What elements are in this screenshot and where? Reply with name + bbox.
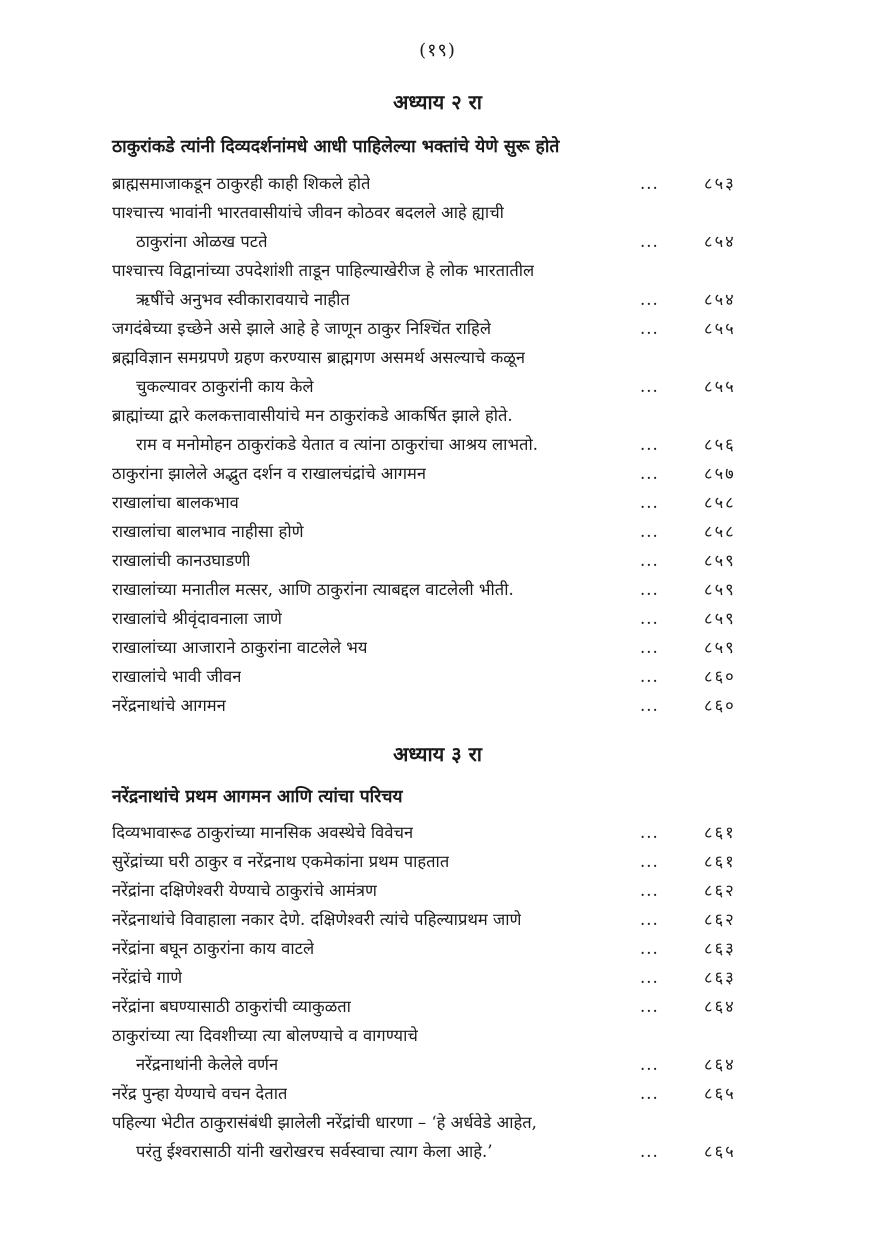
toc-entry-page-number: ८५५ bbox=[704, 319, 736, 338]
toc-entry-line bbox=[112, 401, 762, 430]
toc-entry bbox=[112, 1079, 762, 1108]
toc-entry-line bbox=[112, 934, 762, 963]
toc-entry-line bbox=[112, 691, 762, 720]
toc-entry-leader-dots: ... bbox=[640, 174, 659, 193]
toc-entry-title: नरेंद्रांना बघण्यासाठी ठाकुरांची व्याकुळता bbox=[112, 997, 351, 1016]
toc-entry-title: ब्रह्मविज्ञान समग्रपणे ग्रहण करण्यास ब्राह्मगण असमर्थ असल्याचे कळून bbox=[112, 348, 525, 367]
toc-entry-title: राखालांच्या आजाराने ठाकुरांना वाटलेले भय bbox=[112, 638, 368, 657]
toc-entry-title: ब्राह्मांच्या द्वारे कलकत्तावासीयांचे मन ठाकुरांकडे आकर्षित झाले होते. bbox=[112, 406, 513, 425]
toc-entry-title: परंतु ईश्वरासाठी यांनी खरोखरच सर्वस्वाचा त्याग केला आहे.’ bbox=[136, 1142, 493, 1161]
toc-entry-title: ठाकुरांना ओळख पटते bbox=[136, 232, 268, 251]
toc-entry-page-number: ८५४ bbox=[704, 232, 736, 251]
toc-entry-line bbox=[112, 992, 762, 1021]
toc-entry-leader-dots: ... bbox=[640, 939, 659, 958]
toc-entry-title: ऋषींचे अनुभव स्वीकारावयाचे नाहीत bbox=[136, 290, 350, 309]
toc-entry bbox=[112, 546, 762, 575]
toc-entry-line bbox=[112, 847, 762, 876]
toc-entry-title: नरेंद्रांचे गाणे bbox=[112, 968, 183, 987]
toc-entry-continuation-line bbox=[112, 1050, 762, 1079]
toc-entry bbox=[112, 963, 762, 992]
toc-entry-title: पाश्चात्त्य भावांनी भारतवासीयांचे जीवन कोठवर बदलले आहे ह्याची bbox=[112, 203, 504, 222]
toc-entry-line bbox=[112, 575, 762, 604]
toc-entry bbox=[112, 256, 762, 314]
toc-entry-continuation-line bbox=[112, 1137, 762, 1166]
toc-entry-line bbox=[112, 1108, 762, 1137]
toc-entry-page-number: ८६१ bbox=[704, 852, 736, 871]
section-title-2: ठाकुरांकडे त्यांनी दिव्यदर्शनांमधे आधी पाहिलेल्या भक्तांचे येणे सुरू होते bbox=[112, 137, 560, 157]
toc-entry-leader-dots: ... bbox=[640, 377, 659, 396]
toc-entry-page-number: ८५८ bbox=[704, 493, 736, 512]
toc-entry-line bbox=[112, 662, 762, 691]
toc-entry bbox=[112, 198, 762, 256]
chapter-heading-3: अध्याय ३ रा bbox=[393, 742, 482, 766]
toc-entry-leader-dots: ... bbox=[640, 232, 659, 251]
toc-entry bbox=[112, 604, 762, 633]
toc-entry-line bbox=[112, 963, 762, 992]
toc-entry-leader-dots: ... bbox=[640, 609, 659, 628]
toc-entry-page-number: ८६४ bbox=[704, 1055, 736, 1074]
toc-entry-page-number: ८६२ bbox=[704, 881, 736, 900]
toc-entry bbox=[112, 343, 762, 401]
toc-entry-leader-dots: ... bbox=[640, 696, 659, 715]
toc-entry-title: नरेंद्रनाथांनी केलेले वर्णन bbox=[136, 1055, 279, 1074]
toc-entry-line bbox=[112, 517, 762, 546]
toc-entry-title: राखालांचा बालभाव नाहीसा होणे bbox=[112, 522, 304, 541]
toc-entry-page-number: ८५४ bbox=[704, 290, 736, 309]
toc-entry-title: दिव्यभावारूढ ठाकुरांच्या मानसिक अवस्थेचे विवेचन bbox=[112, 823, 414, 842]
toc-entry bbox=[112, 459, 762, 488]
toc-entry-title: जगदंबेच्या इच्छेने असे झाले आहे हे जाणून ठाकुर निश्चिंत राहिले bbox=[112, 319, 492, 338]
toc-entry-line bbox=[112, 876, 762, 905]
toc-entry-page-number: ८५३ bbox=[704, 174, 736, 193]
toc-entry-title: चुकल्यावर ठाकुरांनी काय केले bbox=[136, 377, 314, 396]
toc-entry-title: नरेंद्र पुन्हा येण्याचे वचन देतात bbox=[112, 1084, 288, 1103]
toc-entry-page-number: ८५८ bbox=[704, 522, 736, 541]
toc-entry-line bbox=[112, 546, 762, 575]
toc-entries-chapter-2 bbox=[112, 169, 762, 720]
toc-entry-page-number: ८५९ bbox=[704, 638, 736, 657]
toc-entry-page-number: ८५९ bbox=[704, 580, 736, 599]
toc-entry-page-number: ८६३ bbox=[704, 968, 736, 987]
toc-entry-page-number: ८६५ bbox=[704, 1142, 736, 1161]
toc-entry-line bbox=[112, 314, 762, 343]
toc-entry bbox=[112, 934, 762, 963]
toc-entry-line bbox=[112, 604, 762, 633]
toc-entry-page-number: ८६५ bbox=[704, 1084, 736, 1103]
toc-entry-continuation-line bbox=[112, 430, 762, 459]
toc-entry-page-number: ८५९ bbox=[704, 551, 736, 570]
chapter-heading-2: अध्याय २ रा bbox=[393, 90, 482, 114]
toc-entry-leader-dots: ... bbox=[640, 638, 659, 657]
toc-entry-title: ठाकुरांच्या त्या दिवशीच्या त्या बोलण्याचे व वागण्याचे bbox=[112, 1026, 418, 1045]
toc-entry-title: पहिल्या भेटीत ठाकुरासंबंधी झालेली नरेंद्रांची धारणा – ‘हे अर्धवेडे आहेत, bbox=[112, 1113, 537, 1132]
toc-entry-page-number: ८५७ bbox=[704, 464, 736, 483]
toc-entry-title: राखालांचा बालकभाव bbox=[112, 493, 239, 512]
toc-entry-leader-dots: ... bbox=[640, 1055, 659, 1074]
toc-entry bbox=[112, 517, 762, 546]
toc-entry-page-number: ८६२ bbox=[704, 910, 736, 929]
toc-entry-line bbox=[112, 818, 762, 847]
toc-entry-leader-dots: ... bbox=[640, 435, 659, 454]
toc-entry-title: ब्राह्मसमाजाकडून ठाकुरही काही शिकले होते bbox=[112, 174, 371, 193]
toc-entry-page-number: ८५९ bbox=[704, 609, 736, 628]
toc-entry-leader-dots: ... bbox=[640, 1084, 659, 1103]
toc-entry-title: राखालांची कानउघाडणी bbox=[112, 551, 251, 570]
page-number: (१९) bbox=[419, 40, 456, 61]
toc-entry-title: पाश्चात्त्य विद्वानांच्या उपदेशांशी ताडून पाहिल्याखेरीज हे लोक भारतातील bbox=[112, 261, 535, 280]
toc-entry bbox=[112, 575, 762, 604]
toc-entry-line bbox=[112, 256, 762, 285]
toc-entry-line bbox=[112, 169, 762, 198]
toc-entry-leader-dots: ... bbox=[640, 910, 659, 929]
toc-entry bbox=[112, 169, 762, 198]
toc-entry bbox=[112, 314, 762, 343]
toc-entry-leader-dots: ... bbox=[640, 522, 659, 541]
toc-entry-title: नरेंद्रनाथांचे आगमन bbox=[112, 696, 226, 715]
toc-entry-continuation-line bbox=[112, 372, 762, 401]
toc-entry-page-number: ८५५ bbox=[704, 377, 736, 396]
toc-entry-line bbox=[112, 1079, 762, 1108]
toc-entry-title: नरेंद्रांना बघून ठाकुरांना काय वाटले bbox=[112, 939, 315, 958]
toc-entry-leader-dots: ... bbox=[640, 968, 659, 987]
toc-entry bbox=[112, 905, 762, 934]
toc-entry bbox=[112, 1021, 762, 1079]
toc-entry bbox=[112, 662, 762, 691]
toc-entry-title: राखालांच्या मनातील मत्सर, आणि ठाकुरांना त्याबद्दल वाटलेली भीती. bbox=[112, 580, 514, 599]
toc-entries-chapter-3 bbox=[112, 818, 762, 1166]
toc-entry-continuation-line bbox=[112, 227, 762, 256]
toc-entry-line bbox=[112, 1021, 762, 1050]
toc-entry bbox=[112, 488, 762, 517]
toc-entry-leader-dots: ... bbox=[640, 997, 659, 1016]
toc-entry-leader-dots: ... bbox=[640, 290, 659, 309]
toc-entry bbox=[112, 1108, 762, 1166]
toc-entry-leader-dots: ... bbox=[640, 580, 659, 599]
toc-entry-leader-dots: ... bbox=[640, 823, 659, 842]
toc-entry bbox=[112, 401, 762, 459]
toc-entry-page-number: ८६० bbox=[704, 667, 736, 686]
toc-entry-page-number: ८५६ bbox=[704, 435, 736, 454]
toc-entry bbox=[112, 691, 762, 720]
toc-entry-title: नरेंद्रनाथांचे विवाहाला नकार देणे. दक्षिणेश्वरी त्यांचे पहिल्याप्रथम जाणे bbox=[112, 910, 522, 929]
toc-entry-page-number: ८६४ bbox=[704, 997, 736, 1016]
toc-entry-leader-dots: ... bbox=[640, 464, 659, 483]
toc-entry-title: नरेंद्रांना दक्षिणेश्वरी येण्याचे ठाकुरांचे आमंत्रण bbox=[112, 881, 377, 900]
toc-entry-leader-dots: ... bbox=[640, 1142, 659, 1161]
toc-entry-leader-dots: ... bbox=[640, 881, 659, 900]
toc-entry-line bbox=[112, 488, 762, 517]
toc-entry bbox=[112, 847, 762, 876]
toc-entry-leader-dots: ... bbox=[640, 551, 659, 570]
toc-entry-leader-dots: ... bbox=[640, 493, 659, 512]
toc-entry-continuation-line bbox=[112, 285, 762, 314]
toc-entry-page-number: ८६० bbox=[704, 696, 736, 715]
toc-entry-leader-dots: ... bbox=[640, 319, 659, 338]
toc-entry-leader-dots: ... bbox=[640, 852, 659, 871]
toc-entry-line bbox=[112, 343, 762, 372]
toc-entry-line bbox=[112, 905, 762, 934]
toc-entry-line bbox=[112, 198, 762, 227]
toc-entry bbox=[112, 633, 762, 662]
toc-entry-page-number: ८६३ bbox=[704, 939, 736, 958]
toc-entry-page-number: ८६१ bbox=[704, 823, 736, 842]
toc-entry-title: सुरेंद्रांच्या घरी ठाकुर व नरेंद्रनाथ एकमेकांना प्रथम पाहतात bbox=[112, 852, 450, 871]
section-title-3: नरेंद्रनाथांचे प्रथम आगमन आणि त्यांचा परिचय bbox=[112, 787, 403, 807]
toc-entry bbox=[112, 992, 762, 1021]
toc-entry-title: ठाकुरांना झालेले अद्भुत दर्शन व राखालचंद्रांचे आगमन bbox=[112, 464, 427, 483]
toc-entry-title: राखालांचे भावी जीवन bbox=[112, 667, 242, 686]
toc-entry-line bbox=[112, 633, 762, 662]
toc-entry bbox=[112, 876, 762, 905]
toc-entry-title: राखालांचे श्रीवृंदावनाला जाणे bbox=[112, 609, 282, 628]
toc-entry bbox=[112, 818, 762, 847]
toc-entry-line bbox=[112, 459, 762, 488]
toc-entry-title: राम व मनोमोहन ठाकुरांकडे येतात व त्यांना ठाकुरांचा आश्रय लाभतो. bbox=[136, 435, 538, 454]
toc-entry-leader-dots: ... bbox=[640, 667, 659, 686]
